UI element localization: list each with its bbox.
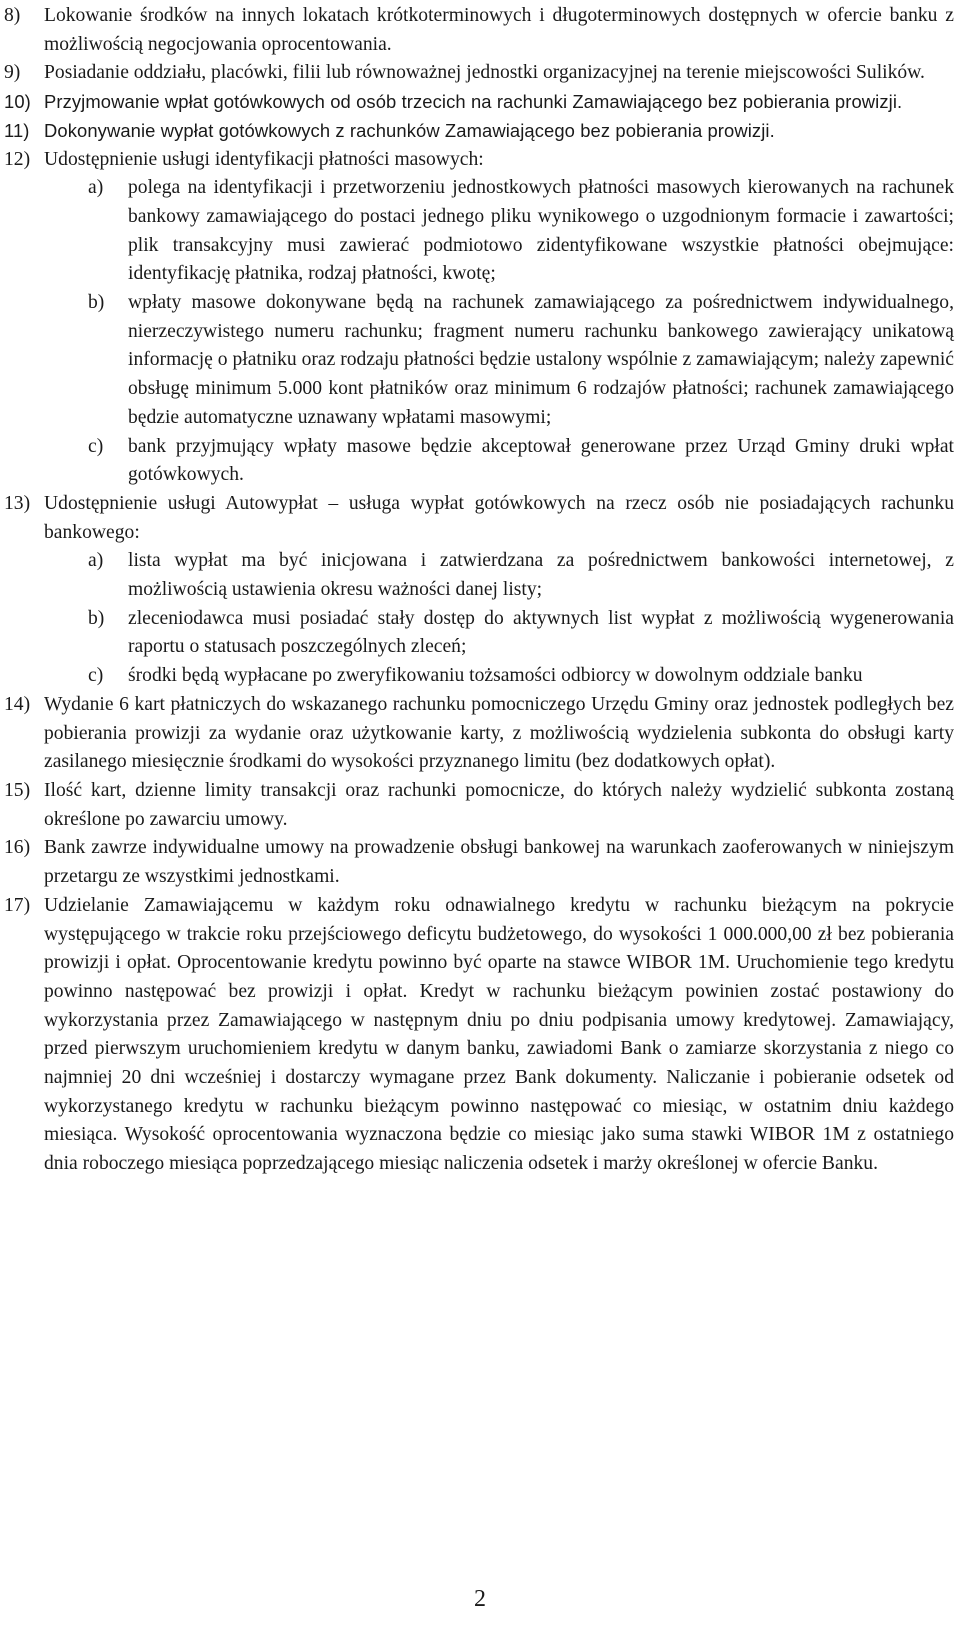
subitem-13a [88, 547, 954, 604]
list-item-11 [4, 117, 954, 146]
list-item-10 [4, 88, 954, 117]
item-text: Lokowanie środków na innych lokatach krótkoterminowych i długoterminowych dostępnych w ofercie banku z możliwością negocjowania oprocentowania. [44, 5, 954, 55]
subitem-letter: b) [88, 292, 105, 314]
subitem-13b [88, 605, 954, 662]
subitem-text: lista wypłat ma być inicjowana i zatwierdzana za pośrednictwem bankowości internetowej, z możliwością ustawienia okresu ważności danej listy; [128, 550, 954, 601]
requirements-list [0, 2, 960, 1179]
item-number: 8) [4, 5, 21, 26]
list-item-8 [4, 2, 954, 59]
item-number: 17) [4, 894, 31, 916]
subitem-text: środki będą wypłacane po zweryfikowaniu tożsamości odbiorcy w dowolnym oddziale banku [128, 665, 863, 687]
item-text: Ilość kart, dzienne limity transakcji oraz rachunki pomocnicze, do których należy wydzielić subkonta zostaną określone po zawarciu umowy. [44, 779, 954, 830]
subitem-13c [88, 662, 954, 691]
subitem-letter: c) [88, 435, 104, 457]
subitem-letter: a) [88, 177, 104, 199]
subitem-text: wpłaty masowe dokonywane będą na rachunek zamawiającego za pośrednictwem indywidualnego, nierzeczywistego numeru rachunku; fragment numeru rachunku bankowego zawierający unikatową informację o płatniku oraz rodzaju płatności będzie ustalony wspólnie z zamawiającym; należy zapewnić obsługę minimum 5.000 kont płatników oraz minimum 6 rodzajów płatności; rachunek zamawiającego będzie automatyczne uznawany wpłatami masowymi; [128, 292, 954, 428]
list-item-13 [4, 490, 954, 547]
subitem-text: zleceniodawca musi posiadać stały dostęp do aktywnych list wypłat z możliwością wygenerowania raportu o statusach poszczególnych zleceń; [128, 607, 954, 658]
item-number: 16) [4, 837, 31, 859]
item-text: Udzielanie Zamawiającemu w każdym roku odnawialnego kredytu w rachunku bieżącym na pokrycie występującego w trakcie roku przejściowego deficytu budżetowego, do wysokości 1 000.000,00 zł bez pobierania prowizji i opłat. Oprocentowanie kredytu powinno być oparte na stawce WIBOR 1M. Uruchomienie tego kredytu powinno następować bez prowizji i opłat. Kredyt w rachunku bieżącym powinien zostać postawiony do wykorzystania przez Zamawiającego w następnym dniu po dniu podpisania umowy kredytowej. Zamawiający, przed pierwszym uruchomieniem kredytu w danym banku, zawiadomi Bank o zamiarze skorzystania z niego co najmniej 20 dni wcześniej i dostarczy wymagane przez Bank dokumenty. Naliczanie i pobieranie odsetek od wykorzystanego kredytu w rachunku bieżącym powinno następować co miesiąc, w ostatnim dniu każdego miesiąca. Wysokość oprocentowania wyznaczona będzie co miesiąc jako suma stawki WIBOR 1M z ostatniego dnia roboczego miesiąca poprzedzającego miesiąc naliczenia odsetek i marży określonej w ofercie Banku. [44, 894, 954, 1175]
item-text: Udostępnienie usługi Autowypłat – usługa wypłat gotówkowych na rzecz osób nie posiadających rachunku bankowego: [44, 492, 954, 543]
subitem-12b [88, 289, 954, 433]
subitem-12a [88, 174, 954, 289]
list-item-9 [4, 59, 954, 88]
item-number: 10) [4, 91, 31, 113]
item-number: 14) [4, 693, 31, 715]
item-number: 12) [4, 148, 31, 170]
list-item-14 [4, 691, 954, 777]
list-item-17 [4, 892, 954, 1179]
subitem-text: bank przyjmujący wpłaty masowe będzie akceptował generowane przez Urząd Gminy druki wpłat gotówkowych. [128, 435, 954, 486]
item-text: Wydanie 6 kart płatniczych do wskazanego rachunku pomocniczego Urzędu Gminy oraz jednostek podległych bez pobierania prowizji za wydanie oraz użytkowanie karty, z możliwością wydzielenia subkonta do obsługi karty zasilanego miesięcznie środkami do wysokości przyznanego limitu (bez dodatkowych opłat). [44, 693, 954, 773]
subitem-letter: b) [88, 607, 105, 629]
list-item-12 [4, 146, 954, 175]
subitem-letter: c) [88, 665, 104, 687]
item-number: 11) [4, 119, 30, 141]
item-text: Dokonywanie wypłat gotówkowych z rachunków Zamawiającego bez pobierania prowizji. [44, 119, 775, 141]
subitem-12c [88, 433, 954, 490]
subitem-letter: a) [88, 550, 104, 572]
item-text: Przyjmowanie wpłat gotówkowych od osób trzecich na rachunki Zamawiającego bez pobierania prowizji. [44, 91, 903, 113]
item-number: 13) [4, 492, 31, 514]
page-number: 2 [474, 1586, 486, 1612]
item-text: Bank zawrze indywidualne umowy na prowadzenie obsługi bankowej na warunkach zaoferowanych w niniejszym przetargu ze wszystkimi jednostkami. [44, 837, 954, 888]
item-text: Udostępnienie usługi identyfikacji płatności masowych: [44, 148, 484, 170]
item-number: 15) [4, 779, 31, 801]
subitem-text: polega na identyfikacji i przetworzeniu jednostkowych płatności masowych kierowanych na rachunek bankowy zamawiającego do postaci jednego pliku wynikowego o uzgodnionym formacie i zawartości; plik transakcyjny musi zawierać podmiotowo zidentyfikowane wszystkie płatności obejmujące: identyfikację płatnika, rodzaj płatności, kwotę; [128, 177, 954, 285]
list-item-16 [4, 834, 954, 891]
item-text: Posiadanie oddziału, placówki, filii lub równoważnej jednostki organizacyjnej na terenie miejscowości Sulików. [44, 62, 925, 84]
list-item-15 [4, 777, 954, 834]
item-number: 9) [4, 62, 21, 84]
